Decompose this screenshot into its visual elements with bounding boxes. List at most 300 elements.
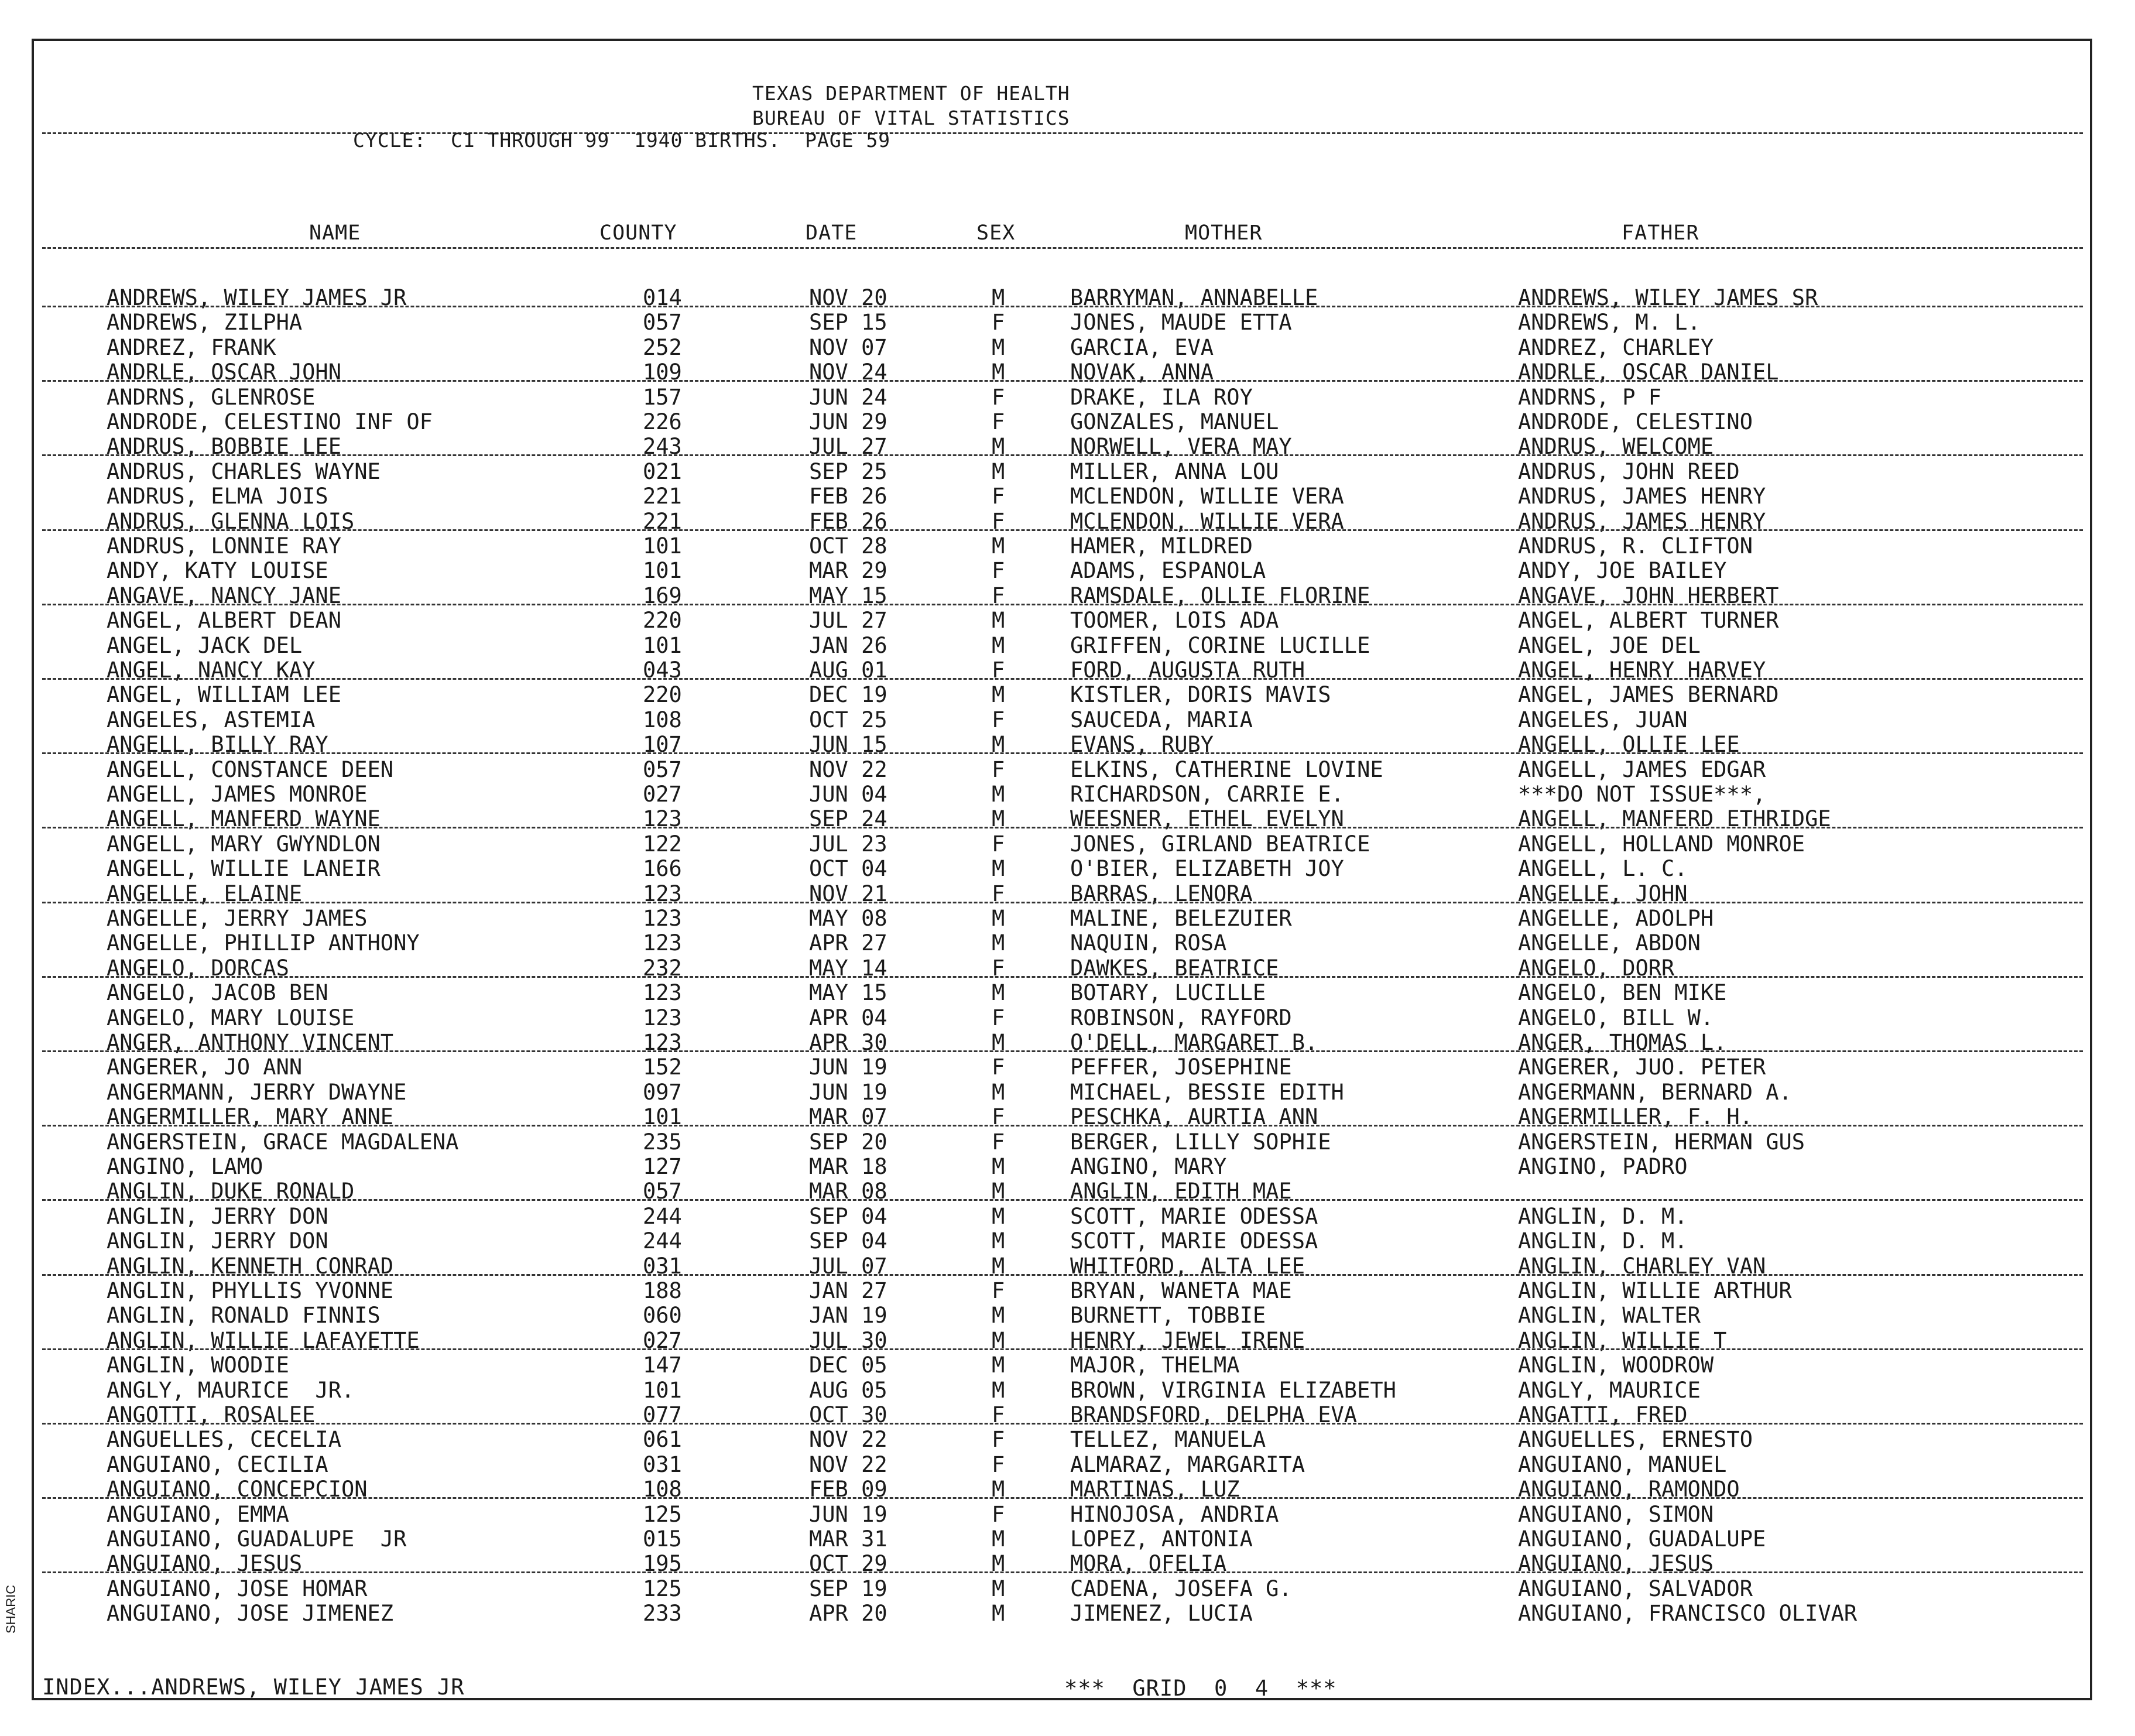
cell-county: 057 (643, 310, 682, 335)
cell-mother: FORD, AUGUSTA RUTH (1070, 658, 1305, 683)
cell-mother: TELLEZ, MANUELA (1070, 1427, 1266, 1453)
cell-date: SEP 04 (809, 1228, 887, 1254)
cell-sex: F (992, 1451, 1005, 1477)
row-separator (42, 1571, 2083, 1573)
column-header-name: NAME (309, 221, 361, 245)
cell-name: ANGUIANO, JOSE HOMAR (107, 1576, 368, 1601)
cell-sex: M (992, 458, 1005, 484)
cell-mother: HINOJOSA, ANDRIA (1070, 1501, 1279, 1527)
column-header-sex: SEX (976, 221, 1016, 245)
table-row (34, 385, 2090, 410)
cell-mother: ANGLIN, EDITH MAE (1070, 1179, 1292, 1204)
cell-date: FEB 09 (809, 1477, 887, 1502)
cell-county: 027 (643, 782, 682, 807)
cell-father: ANGERSTEIN, HERMAN GUS (1518, 1129, 1805, 1155)
table-row (34, 758, 2090, 782)
column-header-father: FATHER (1622, 221, 1699, 245)
cell-date: NOV 22 (809, 1427, 887, 1453)
cell-name: ANGLIN, WOODIE (107, 1352, 289, 1378)
cell-mother: O'BIER, ELIZABETH JOY (1070, 856, 1344, 882)
side-label: SHARIC (4, 1584, 18, 1634)
cell-sex: M (992, 1601, 1005, 1627)
cell-date: MAR 18 (809, 1154, 887, 1179)
cell-name: ANGELO, DORCAS (107, 955, 289, 981)
cell-name: ANDRUS, GLENNA LOIS (107, 508, 355, 534)
cell-mother: NORWELL, VERA MAY (1070, 434, 1292, 460)
cell-date: DEC 19 (809, 682, 887, 708)
cell-county: 235 (643, 1129, 682, 1155)
table-row (34, 310, 2090, 335)
cell-county: 109 (643, 359, 682, 385)
cell-father: ANGUELLES, ERNESTO (1518, 1427, 1753, 1453)
cell-mother: BRANDSFORD, DELPHA EVA (1070, 1402, 1358, 1427)
cell-county: 221 (643, 508, 682, 534)
cell-sex: F (992, 658, 1005, 683)
cell-county: 233 (643, 1601, 682, 1627)
cell-name: ANDRUS, ELMA JOIS (107, 484, 328, 509)
cell-name: ANGEL, ALBERT DEAN (107, 608, 341, 634)
cell-father: ANGLIN, WALTER (1518, 1303, 1701, 1328)
cell-name: ANGEL, NANCY KAY (107, 658, 316, 683)
cell-sex: M (992, 682, 1005, 708)
row-separator (42, 454, 2083, 456)
cell-sex: F (992, 1278, 1005, 1303)
cell-mother: SCOTT, MARIE ODESSA (1070, 1228, 1318, 1254)
cell-mother: LOPEZ, ANTONIA (1070, 1526, 1253, 1552)
cell-date: MAR 29 (809, 558, 887, 584)
cell-mother: DAWKES, BEATRICE (1070, 955, 1279, 981)
cell-sex: F (992, 1005, 1005, 1030)
cell-name: ANGEL, JACK DEL (107, 632, 303, 658)
row-separator (42, 1199, 2083, 1201)
cell-father: ANGELL, MANFERD ETHRIDGE (1518, 806, 1831, 832)
cell-date: MAY 14 (809, 955, 887, 981)
cell-father: ANGINO, PADRO (1518, 1154, 1688, 1179)
cell-father: ANDRUS, R. CLIFTON (1518, 533, 1753, 559)
cell-sex: M (992, 1377, 1005, 1403)
row-separator (42, 306, 2083, 307)
cell-mother: BARRYMAN, ANNABELLE (1070, 285, 1318, 310)
cell-mother: MORA, OFELIA (1070, 1551, 1227, 1577)
cell-county: 188 (643, 1278, 682, 1303)
cell-mother: ADAMS, ESPANOLA (1070, 558, 1266, 584)
header-bureau: BUREAU OF VITAL STATISTICS (752, 107, 1070, 129)
cell-sex: M (992, 1253, 1005, 1279)
cell-county: 220 (643, 608, 682, 634)
cell-father: ANGUIANO, SALVADOR (1518, 1576, 1753, 1601)
cell-sex: M (992, 359, 1005, 385)
cell-name: ANDREWS, WILEY JAMES JR (107, 285, 407, 310)
cell-father: ANGELO, BILL W. (1518, 1005, 1714, 1030)
cell-name: ANGUIANO, CONCEPCION (107, 1477, 368, 1502)
cell-mother: BERGER, LILLY SOPHIE (1070, 1129, 1331, 1155)
row-separator (42, 604, 2083, 605)
cell-date: OCT 25 (809, 707, 887, 732)
cell-county: 226 (643, 409, 682, 434)
cell-county: 101 (643, 533, 682, 559)
cell-county: 123 (643, 930, 682, 956)
cell-county: 123 (643, 1005, 682, 1030)
cell-date: JUN 29 (809, 409, 887, 434)
cell-sex: M (992, 1154, 1005, 1179)
cell-father: ANGEL, ALBERT TURNER (1518, 608, 1779, 634)
cell-father: ANDRLE, OSCAR DANIEL (1518, 359, 1779, 385)
cell-name: ANGELO, MARY LOUISE (107, 1005, 355, 1030)
cell-sex: M (992, 1030, 1005, 1055)
cell-date: APR 20 (809, 1601, 887, 1627)
cell-father: ANGELO, DORR (1518, 955, 1675, 981)
cell-father: ANGLIN, WILLIE T (1518, 1327, 1727, 1353)
cell-sex: F (992, 558, 1005, 584)
cell-sex: F (992, 756, 1005, 782)
cell-sex: M (992, 1327, 1005, 1353)
table-row (34, 1378, 2090, 1403)
cell-name: ANDY, KATY LOUISE (107, 558, 328, 584)
cell-mother: ALMARAZ, MARGARITA (1070, 1451, 1305, 1477)
cell-name: ANGLIN, JERRY DON (107, 1203, 328, 1229)
cell-name: ANGUIANO, EMMA (107, 1501, 289, 1527)
table-row (34, 857, 2090, 881)
cell-county: 123 (643, 906, 682, 931)
table-row (34, 1427, 2090, 1452)
cell-father: ANGAVE, JOHN HERBERT (1518, 583, 1779, 608)
cell-father: ANDREWS, M. L. (1518, 310, 1701, 335)
cell-date: MAY 08 (809, 906, 887, 931)
cell-name: ANGERMILLER, MARY ANNE (107, 1104, 394, 1130)
cell-county: 057 (643, 1179, 682, 1204)
cell-father: ANGUIANO, RAMONDO (1518, 1477, 1740, 1502)
cell-county: 244 (643, 1228, 682, 1254)
cell-date: JAN 19 (809, 1303, 887, 1328)
table-row (34, 335, 2090, 360)
cell-mother: ELKINS, CATHERINE LOVINE (1070, 756, 1383, 782)
cell-mother: SAUCEDA, MARIA (1070, 707, 1253, 732)
cell-father: ANGERER, JUO. PETER (1518, 1054, 1766, 1080)
cell-mother: EVANS, RUBY (1070, 732, 1214, 758)
cell-name: ANGER, ANTHONY VINCENT (107, 1030, 394, 1055)
cell-name: ANGERSTEIN, GRACE MAGDALENA (107, 1129, 459, 1155)
cell-county: 195 (643, 1551, 682, 1577)
cell-father: ANGUIANO, MANUEL (1518, 1451, 1727, 1477)
cell-date: APR 04 (809, 1005, 887, 1030)
cell-father: ANGLIN, D. M. (1518, 1228, 1688, 1254)
cell-mother: NOVAK, ANNA (1070, 359, 1214, 385)
cell-mother: KISTLER, DORIS MAVIS (1070, 682, 1331, 708)
cell-date: JUN 15 (809, 732, 887, 758)
cell-mother: PEFFER, JOSEPHINE (1070, 1054, 1292, 1080)
table-row (34, 410, 2090, 434)
cell-date: FEB 26 (809, 484, 887, 509)
cell-mother: BARRAS, LENORA (1070, 881, 1253, 906)
table-row (34, 1204, 2090, 1229)
cell-date: SEP 20 (809, 1129, 887, 1155)
cell-father: ANDRUS, JAMES HENRY (1518, 508, 1766, 534)
table-row (34, 906, 2090, 931)
cell-name: ANGEL, WILLIAM LEE (107, 682, 341, 708)
table-row (34, 683, 2090, 707)
cell-county: 127 (643, 1154, 682, 1179)
cell-name: ANDRODE, CELESTINO INF OF (107, 409, 433, 434)
cell-date: OCT 28 (809, 533, 887, 559)
cell-father: ANGLIN, CHARLEY VAN (1518, 1253, 1766, 1279)
cell-father: ***DO NOT ISSUE***, (1518, 782, 1766, 807)
cell-sex: M (992, 632, 1005, 658)
row-separator (42, 380, 2083, 382)
cell-sex: M (992, 1526, 1005, 1552)
cell-date: MAR 08 (809, 1179, 887, 1204)
footer-grid: *** GRID 0 4 *** (1064, 1676, 1337, 1701)
document-frame (32, 39, 2092, 1700)
cell-mother: MCLENDON, WILLIE VERA (1070, 484, 1344, 509)
cell-sex: M (992, 856, 1005, 882)
row-separator (42, 1050, 2083, 1052)
cell-county: 232 (643, 955, 682, 981)
cell-date: JAN 26 (809, 632, 887, 658)
cell-mother: HAMER, MILDRED (1070, 533, 1253, 559)
cell-county: 027 (643, 1327, 682, 1353)
cell-sex: F (992, 583, 1005, 608)
cell-father: ANGELL, L. C. (1518, 856, 1688, 882)
table-row (34, 1279, 2090, 1303)
row-separator (42, 827, 2083, 828)
table-row (34, 1502, 2090, 1527)
cell-mother: MARTINAS, LUZ (1070, 1477, 1240, 1502)
cell-father: ANGUIANO, JESUS (1518, 1551, 1714, 1577)
cell-mother: NAQUIN, ROSA (1070, 930, 1227, 956)
cell-date: OCT 04 (809, 856, 887, 882)
column-header-mother: MOTHER (1185, 221, 1263, 245)
row-separator (42, 902, 2083, 903)
cell-name: ANGLIN, WILLIE LAFAYETTE (107, 1327, 420, 1353)
row-separator (42, 1274, 2083, 1276)
cell-mother: DRAKE, ILA ROY (1070, 384, 1253, 410)
cell-county: 243 (643, 434, 682, 460)
divider-line (42, 132, 2083, 134)
cell-date: MAY 15 (809, 980, 887, 1006)
table-row (34, 484, 2090, 509)
cell-county: 043 (643, 658, 682, 683)
cell-name: ANGLY, MAURICE JR. (107, 1377, 355, 1403)
cell-name: ANGELL, WILLIE LANEIR (107, 856, 381, 882)
table-row (34, 1080, 2090, 1105)
cell-name: ANGUELLES, CECELIA (107, 1427, 341, 1453)
cell-date: JUN 19 (809, 1501, 887, 1527)
cell-father: ANGELL, JAMES EDGAR (1518, 756, 1766, 782)
table-row (34, 1303, 2090, 1328)
cell-date: AUG 05 (809, 1377, 887, 1403)
cell-sex: M (992, 1228, 1005, 1254)
cell-name: ANGINO, LAMO (107, 1154, 263, 1179)
cell-mother: JONES, MAUDE ETTA (1070, 310, 1292, 335)
cell-county: 031 (643, 1451, 682, 1477)
cell-date: NOV 22 (809, 756, 887, 782)
cell-sex: M (992, 1477, 1005, 1502)
table-row (34, 1453, 2090, 1477)
cell-county: 221 (643, 484, 682, 509)
table-row (34, 1601, 2090, 1626)
table-row (34, 708, 2090, 732)
cell-sex: M (992, 608, 1005, 634)
cell-date: SEP 19 (809, 1576, 887, 1601)
cell-mother: GARCIA, EVA (1070, 334, 1214, 360)
cell-date: MAR 07 (809, 1104, 887, 1130)
cell-county: 077 (643, 1402, 682, 1427)
cell-father: ANGEL, JOE DEL (1518, 632, 1701, 658)
row-separator (42, 1348, 2083, 1350)
cell-sex: M (992, 732, 1005, 758)
cell-father: ANGUIANO, FRANCISCO OLIVAR (1518, 1601, 1858, 1627)
cell-sex: M (992, 782, 1005, 807)
cell-mother: RICHARDSON, CARRIE E. (1070, 782, 1344, 807)
cell-father: ANDREWS, WILEY JAMES SR (1518, 285, 1818, 310)
cell-name: ANDRUS, CHARLES WAYNE (107, 458, 381, 484)
cell-father: ANDRNS, P F (1518, 384, 1662, 410)
cell-name: ANDREWS, ZILPHA (107, 310, 303, 335)
cell-mother: ANGINO, MARY (1070, 1154, 1227, 1179)
cell-county: 244 (643, 1203, 682, 1229)
cell-mother: BROWN, VIRGINIA ELIZABETH (1070, 1377, 1396, 1403)
cell-date: JAN 27 (809, 1278, 887, 1303)
cell-county: 101 (643, 632, 682, 658)
cell-sex: M (992, 1551, 1005, 1577)
cell-mother: HENRY, JEWEL IRENE (1070, 1327, 1305, 1353)
cell-sex: F (992, 955, 1005, 981)
cell-mother: MALINE, BELEZUIER (1070, 906, 1292, 931)
cell-name: ANGUIANO, CECILIA (107, 1451, 328, 1477)
cell-county: 123 (643, 980, 682, 1006)
column-header-county: COUNTY (599, 221, 677, 245)
cell-mother: ROBINSON, RAYFORD (1070, 1005, 1292, 1030)
cell-sex: M (992, 1179, 1005, 1204)
cell-name: ANGLIN, PHYLLIS YVONNE (107, 1278, 394, 1303)
cell-county: 031 (643, 1253, 682, 1279)
cell-county: 152 (643, 1054, 682, 1080)
cell-sex: M (992, 930, 1005, 956)
cell-county: 107 (643, 732, 682, 758)
cell-county: 101 (643, 558, 682, 584)
cell-date: SEP 25 (809, 458, 887, 484)
cell-father: ANDRUS, WELCOME (1518, 434, 1714, 460)
cell-county: 108 (643, 1477, 682, 1502)
cell-county: 220 (643, 682, 682, 708)
table-row (34, 460, 2090, 484)
row-separator (42, 678, 2083, 680)
cell-sex: M (992, 1303, 1005, 1328)
cell-mother: WHITFORD, ALTA LEE (1070, 1253, 1305, 1279)
cell-father: ANGELES, JUAN (1518, 707, 1688, 732)
footer-index: INDEX...ANDREWS, WILEY JAMES JR (42, 1675, 465, 1700)
cell-county: 252 (643, 334, 682, 360)
cell-sex: F (992, 1054, 1005, 1080)
table-row (34, 1006, 2090, 1030)
cell-mother: CADENA, JOSEFA G. (1070, 1576, 1292, 1601)
cell-county: 166 (643, 856, 682, 882)
cell-county: 061 (643, 1427, 682, 1453)
cell-father: ANGEL, HENRY HARVEY (1518, 658, 1766, 683)
cell-father: ANGERMILLER, F. H. (1518, 1104, 1753, 1130)
cell-name: ANGELO, JACOB BEN (107, 980, 328, 1006)
cell-father: ANGATTI, FRED (1518, 1402, 1688, 1427)
row-separator (42, 976, 2083, 978)
cell-date: JUN 24 (809, 384, 887, 410)
table-row (34, 1527, 2090, 1552)
cell-mother: BURNETT, TOBBIE (1070, 1303, 1266, 1328)
cell-date: MAR 31 (809, 1526, 887, 1552)
row-separator (42, 752, 2083, 754)
cell-date: JUL 27 (809, 434, 887, 460)
cell-name: ANGUIANO, JOSE JIMENEZ (107, 1601, 394, 1627)
cell-father: ANGELL, HOLLAND MONROE (1518, 831, 1805, 857)
cell-date: JUL 23 (809, 831, 887, 857)
table-row (34, 1353, 2090, 1378)
cell-county: 123 (643, 806, 682, 832)
cell-name: ANGELLE, ELAINE (107, 881, 303, 906)
cell-county: 125 (643, 1576, 682, 1601)
cell-sex: M (992, 1352, 1005, 1378)
cell-county: 014 (643, 285, 682, 310)
cell-name: ANGELL, CONSTANCE DEEN (107, 756, 394, 782)
cell-father: ANGER, THOMAS L. (1518, 1030, 1727, 1055)
cell-date: APR 30 (809, 1030, 887, 1055)
cell-sex: F (992, 409, 1005, 434)
cell-date: APR 27 (809, 930, 887, 956)
cell-name: ANDRUS, LONNIE RAY (107, 533, 341, 559)
table-row (34, 1055, 2090, 1080)
cell-father: ANGEL, JAMES BERNARD (1518, 682, 1779, 708)
cell-sex: M (992, 906, 1005, 931)
cell-county: 101 (643, 1377, 682, 1403)
cell-sex: F (992, 831, 1005, 857)
cell-father: ANGELLE, ADOLPH (1518, 906, 1714, 931)
cell-name: ANDREZ, FRANK (107, 334, 276, 360)
cell-name: ANGELLE, JERRY JAMES (107, 906, 368, 931)
cell-mother: MAJOR, THELMA (1070, 1352, 1240, 1378)
cell-name: ANDRNS, GLENROSE (107, 384, 316, 410)
cell-mother: GONZALES, MANUEL (1070, 409, 1279, 434)
cell-father: ANGLIN, WOODROW (1518, 1352, 1714, 1378)
table-row (34, 782, 2090, 807)
table-row (34, 634, 2090, 658)
cell-name: ANDRLE, OSCAR JOHN (107, 359, 341, 385)
cell-father: ANGUIANO, GUADALUPE (1518, 1526, 1766, 1552)
cell-father: ANGLY, MAURICE (1518, 1377, 1701, 1403)
cell-date: SEP 04 (809, 1203, 887, 1229)
cell-father: ANGLIN, WILLIE ARTHUR (1518, 1278, 1792, 1303)
divider-line (42, 247, 2083, 249)
cell-county: 157 (643, 384, 682, 410)
cell-sex: M (992, 1079, 1005, 1105)
cell-name: ANGLIN, KENNETH CONRAD (107, 1253, 394, 1279)
cell-sex: F (992, 1129, 1005, 1155)
cell-date: OCT 30 (809, 1402, 887, 1427)
cell-county: 125 (643, 1501, 682, 1527)
cell-sex: M (992, 980, 1005, 1006)
cell-name: ANGELL, MANFERD WAYNE (107, 806, 381, 832)
cell-sex: M (992, 1576, 1005, 1601)
header-cycle: CYCLE: C1 THROUGH 99 1940 BIRTHS. PAGE 59 (353, 129, 891, 152)
table-row (34, 1229, 2090, 1254)
cell-father: ANDRUS, JOHN REED (1518, 458, 1740, 484)
cell-county: 123 (643, 881, 682, 906)
cell-date: MAY 15 (809, 583, 887, 608)
cell-father: ANGERMANN, BERNARD A. (1518, 1079, 1792, 1105)
cell-name: ANDRUS, BOBBIE LEE (107, 434, 341, 460)
cell-county: 057 (643, 756, 682, 782)
cell-date: SEP 24 (809, 806, 887, 832)
cell-sex: M (992, 533, 1005, 559)
cell-name: ANGELL, JAMES MONROE (107, 782, 368, 807)
cell-sex: M (992, 1203, 1005, 1229)
